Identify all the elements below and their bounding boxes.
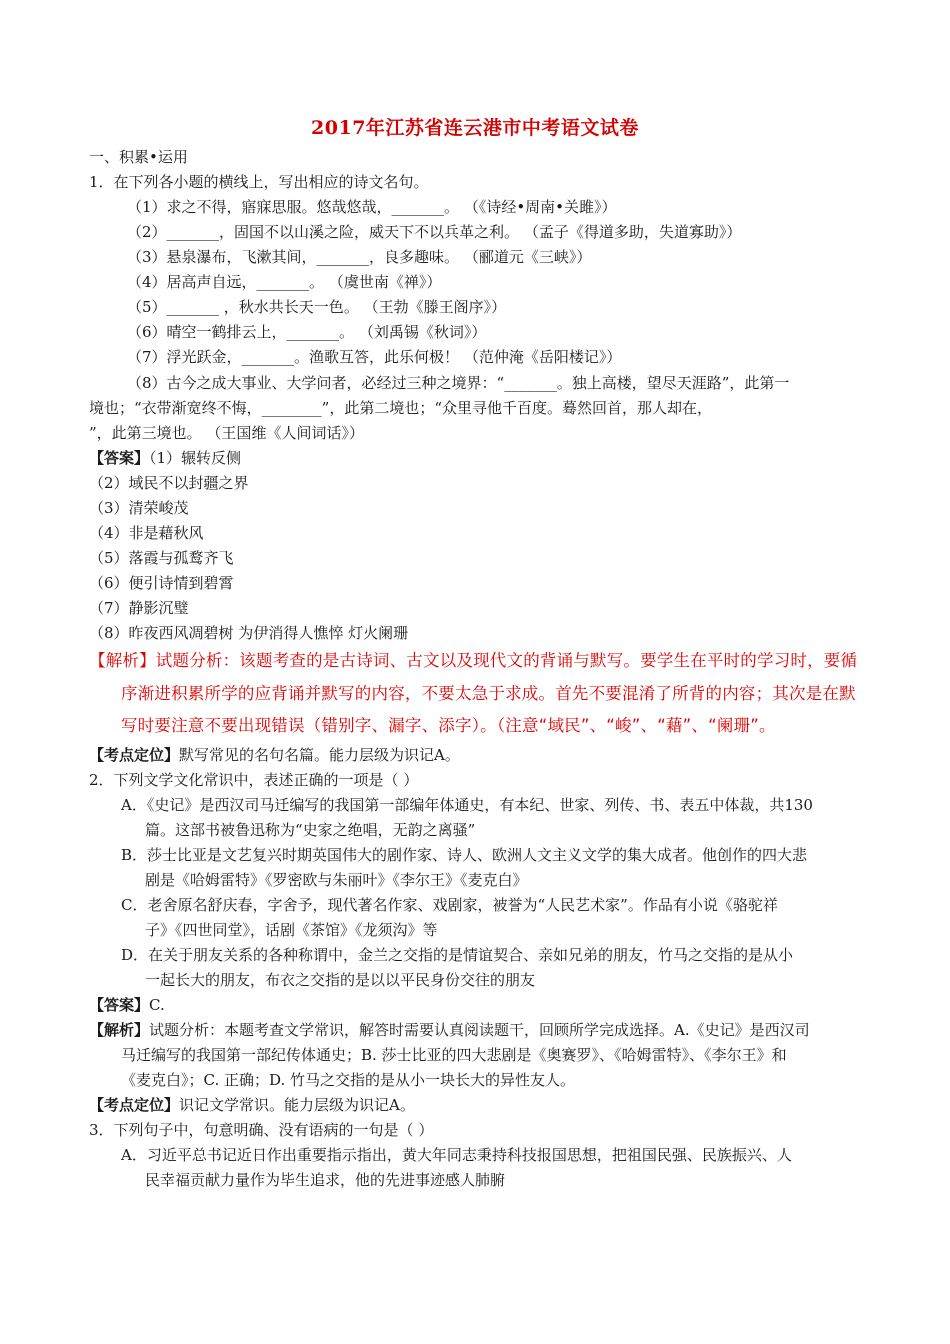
q1-answer-4: （4）非是藉秋风 (89, 524, 204, 542)
page-title: 2017年江苏省连云港市中考语文试卷 (311, 117, 639, 139)
q2-kaodian: 识记文学常识。能力层级为识记A。 (179, 1096, 415, 1114)
q1-item-7: （7）浮光跃金，_______。渔歌互答，此乐何极！ （范仲淹《岳阳楼记》） (127, 348, 622, 366)
q2-option-c-cont: 子》《四世同堂》，话剧《茶馆》《龙须沟》等 (145, 921, 438, 939)
q2-option-a: A．《史记》是西汉司马迁编写的我国第一部编年体通史，有本纪、世家、列传、书、表五中体裁，共130 (121, 796, 813, 814)
kaodian-label: 【考点定位】 (89, 746, 180, 764)
q1-analysis-3: 写时要注意不要出现错误（错别字、漏字、添字）。（注意“域民”、“峻”、“藉”、“阑珊”。 (121, 716, 776, 735)
answer-label: 【答案】 (89, 449, 150, 467)
q1-answer-5: （5）落霞与孤鹜齐飞 (89, 549, 234, 567)
q2-analysis-1: 试题分析：本题考查文学常识，解答时需要认真阅读题干，回顾所学完成选择。A.《史记》是西汉司 (149, 1021, 810, 1039)
q1-item-4: （4）居高声自远，_______。 （虞世南《禅》） (127, 273, 442, 291)
q2-option-c: C．老舍原名舒庆春，字舍予，现代著名作家、戏剧家，被誉为“人民艺术家”。作品有小说《骆驼祥 (121, 896, 778, 914)
q1-item-1: （1）求之不得，寤寐思服。悠哉悠哉，_______。 （《诗经•周南•关雎》） (127, 198, 617, 216)
q3-option-a: A．习近平总书记近日作出重要指示指出，黄大年同志秉持科技报国思想，把祖国民强、民族振兴、人 (121, 1146, 792, 1164)
question-2-stem: 2．下列文学文化常识中，表述正确的一项是（ ） (89, 771, 419, 789)
q2-option-b-cont: 剧是《哈姆雷特》《罗密欧与朱丽叶》《李尔王》《麦克白》 (145, 871, 528, 889)
q1-item-8-cont-2: ”，此第三境也。 （王国维《人间词话》） (89, 424, 364, 442)
q1-item-6: （6）晴空一鹤排云上，_______。 （刘禹锡《秋词》） (127, 323, 487, 341)
q1-kaodian-row (89, 745, 460, 765)
q1-item-8-cont-1: 境也；“衣带渐宽终不悔，________”，此第二境也；“众里寻他千百度。蓦然回首，那人却在， (89, 399, 713, 417)
q3-option-a-cont: 民幸福贡献力量作为毕生追求，他的先进事迹感人肺腑 (145, 1171, 506, 1189)
q1-analysis-1: 【解析】试题分析：该题考查的是古诗词、古文以及现代文的背诵与默写。要学生在平时的学习时，要循 (89, 651, 858, 670)
q1-answer-2: （2）域民不以封疆之界 (89, 474, 249, 492)
q1-answer-3: （3）清荣峻茂 (89, 499, 189, 517)
q1-answer-row (89, 448, 241, 468)
q1-answer-1: （1）辗转反侧 (149, 449, 242, 467)
q1-item-5: （5）_______ ，秋水共长天一色。 （王勃《滕王阁序》） (127, 298, 507, 316)
q1-item-3: （3）悬泉瀑布，飞漱其间，_______，良多趣味。 （郦道元《三峡》） (127, 248, 592, 266)
q1-kaodian: 默写常见的名句名篇。能力层级为识记A。 (179, 746, 460, 764)
q2-option-d: D．在关于朋友关系的各种称谓中，金兰之交指的是情谊契合、亲如兄弟的朋友，竹马之交指的是从小 (121, 946, 794, 964)
q1-answer-6: （6）便引诗情到碧霄 (89, 574, 234, 592)
q1-item-8: （8）古今之成大事业、大学问者，必经过三种之境界：“_______。独上高楼，望尽天涯路”，此第一 (127, 374, 790, 392)
q1-answer-8: （8）昨夜西风凋碧树 为伊消得人憔悴 灯火阑珊 (89, 624, 409, 642)
q2-analysis-2: 马迁编写的我国第一部纪传体通史；B. 莎士比亚的四大悲剧是《奥赛罗》、《哈姆雷特》、《李尔王》和 (121, 1046, 787, 1064)
answer-label: 【答案】 (89, 996, 150, 1014)
q1-answer-7: （7）静影沉璧 (89, 599, 189, 617)
q2-analysis-row (89, 1020, 810, 1040)
analysis-label: 【解析】 (89, 1021, 150, 1039)
q2-answer-row (89, 995, 165, 1015)
q1-item-2: （2）_______，固国不以山溪之险，威天下不以兵革之利。 （孟子《得道多助，失道寡助》） (127, 223, 742, 241)
q2-option-b: B．莎士比亚是文艺复兴时期英国伟大的剧作家、诗人、欧洲人文主义文学的集大成者。他创作的四大悲 (121, 846, 808, 864)
q2-answer: C. (149, 996, 165, 1014)
section-heading: 一、积累•运用 (89, 148, 188, 166)
q2-option-a-cont: 篇。这部书被鲁迅称为“史家之绝唱，无韵之离骚” (145, 821, 476, 839)
q1-analysis-2: 序渐进积累所学的应背诵并默写的内容，不要太急于求成。首先不要混淆了所背的内容；其次是在默 (121, 684, 856, 703)
kaodian-label: 【考点定位】 (89, 1096, 180, 1114)
q2-kaodian-row (89, 1095, 415, 1115)
question-1-stem: 1．在下列各小题的横线上，写出相应的诗文名句。 (89, 173, 429, 191)
q2-analysis-3: 《麦克白》；C. 正确；D. 竹马之交指的是从小一块长大的异性友人。 (121, 1071, 576, 1089)
question-3-stem: 3．下列句子中，句意明确、没有语病的一句是（ ） (89, 1121, 434, 1139)
q2-option-d-cont: 一起长大的朋友，布衣之交指的是以以平民身份交往的朋友 (145, 971, 536, 989)
